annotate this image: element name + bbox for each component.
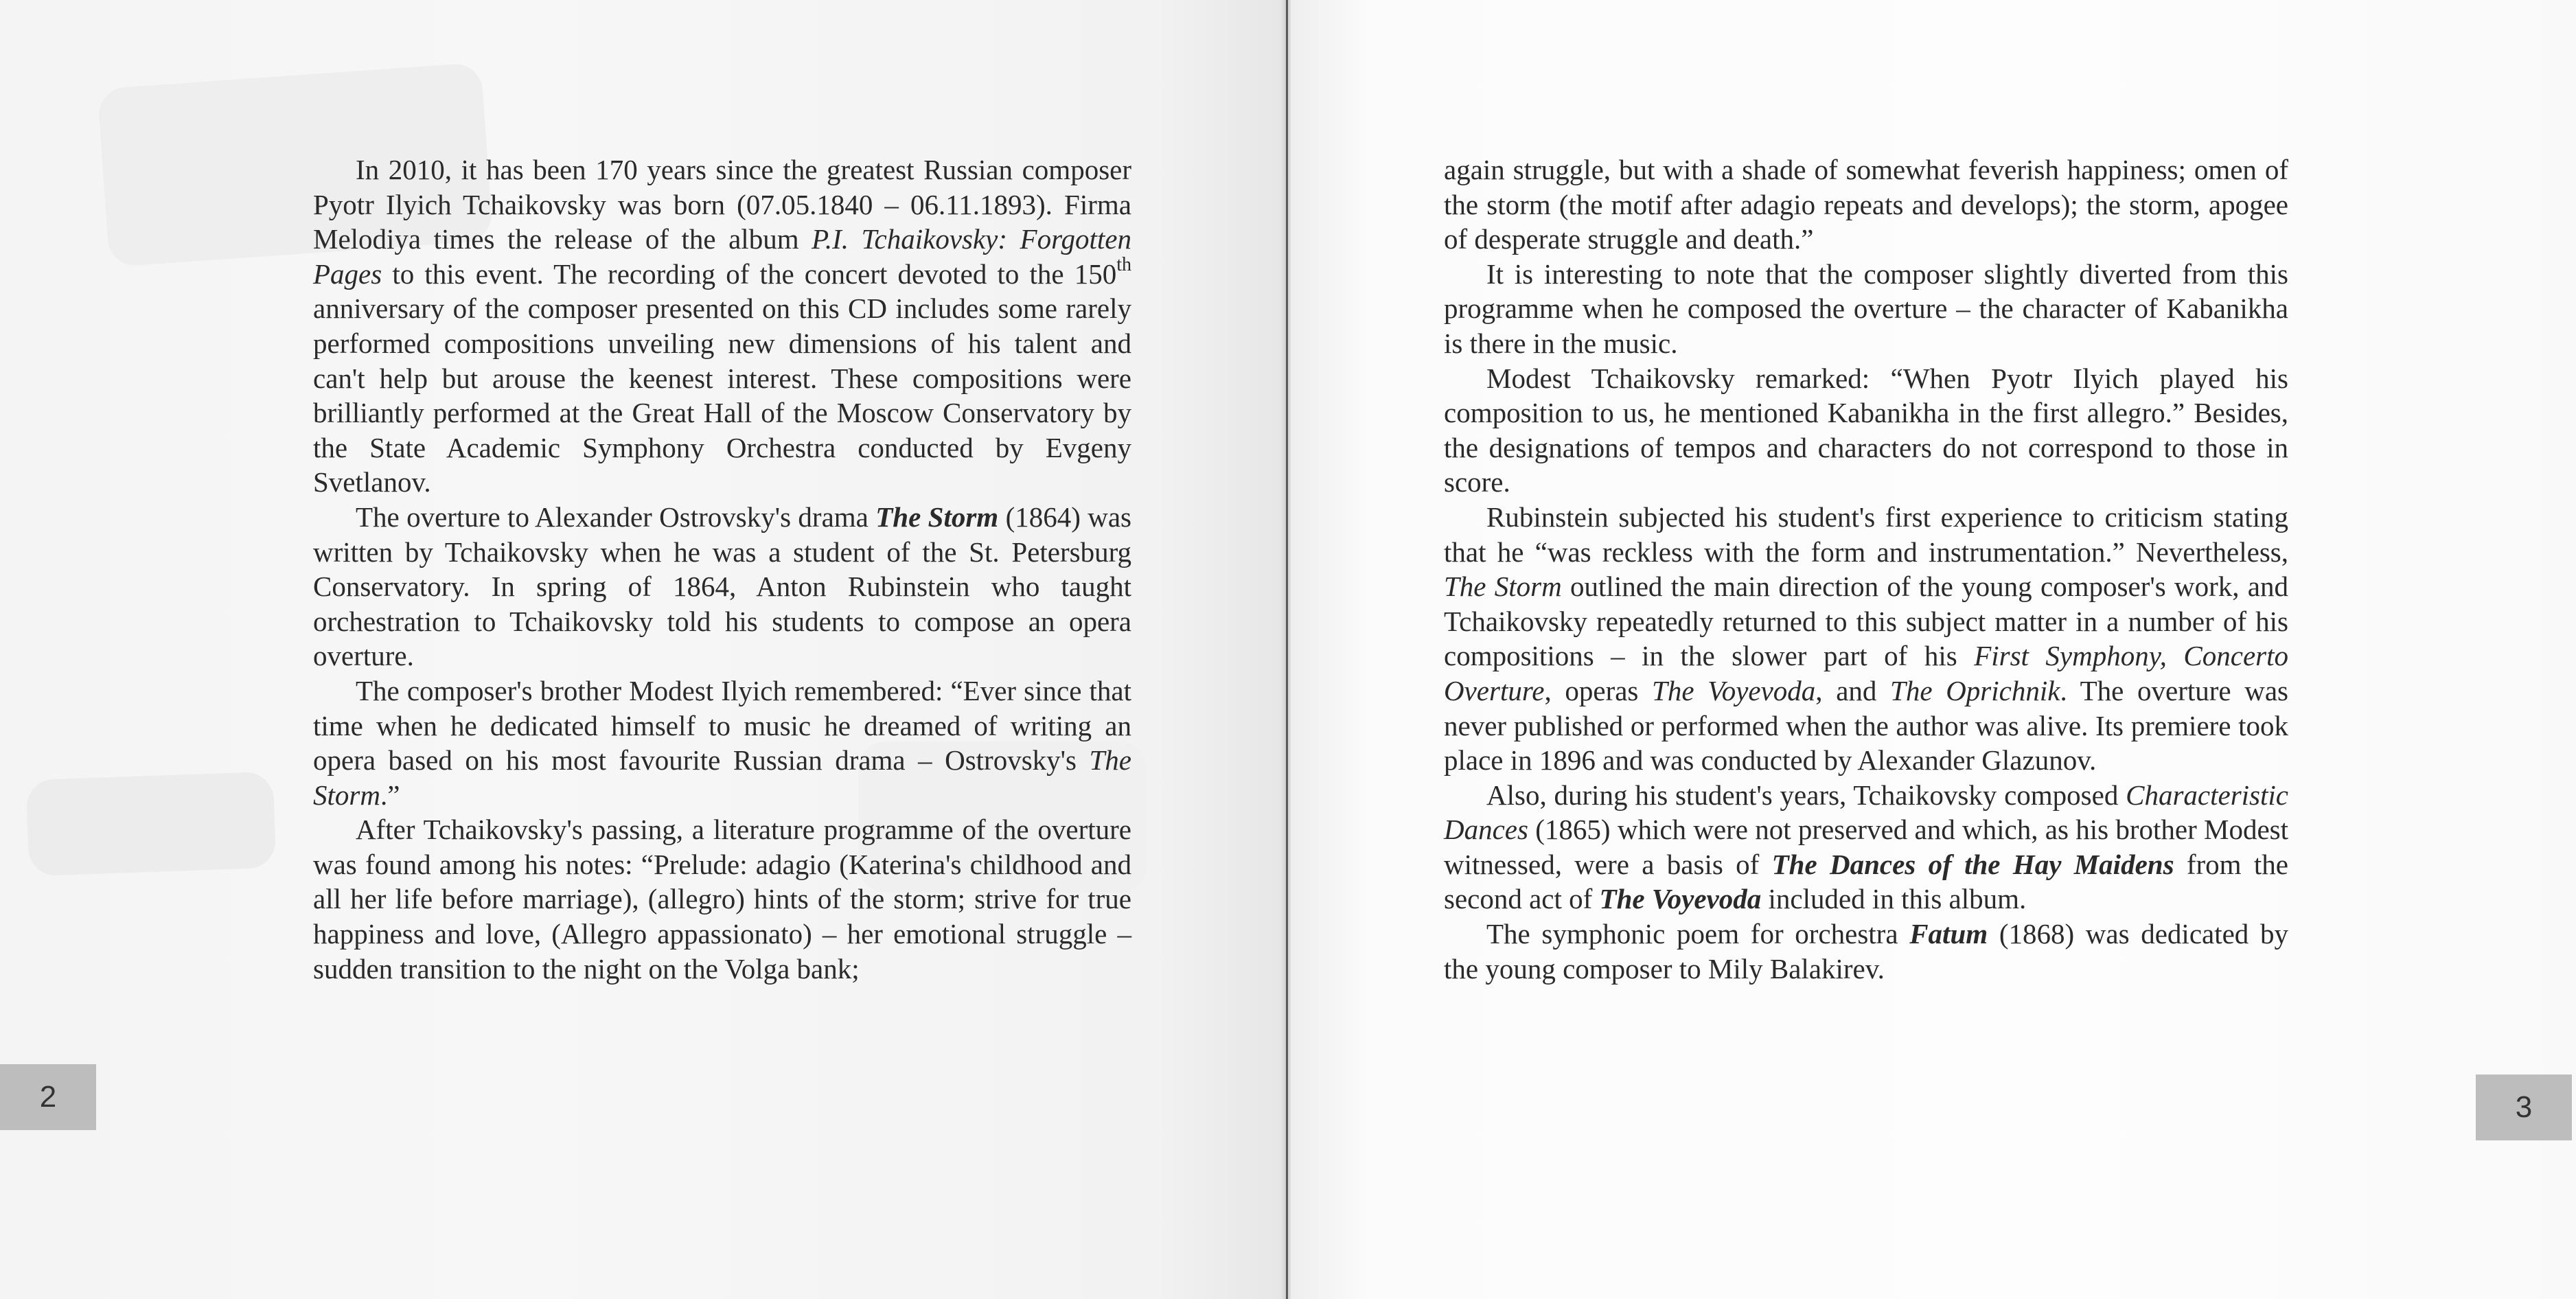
page-number: 2 <box>0 1064 96 1130</box>
ordinal-superscript: th <box>1116 254 1131 276</box>
page-number: 3 <box>2476 1074 2572 1140</box>
work-title: Characteristic Dances <box>1444 779 2288 846</box>
text-run: Also, during his student's years, Tchaikovsky composed <box>1486 779 2126 811</box>
paragraph <box>313 152 1131 500</box>
text-run: outlined the main direction of the young composer's work, and Tchaikovsky repeatedly returned to this subject matter in a number of his compositions – in the slower part of his <box>1444 571 2288 672</box>
text-run: . The overture was never published or performed when the author was alive. Its premiere took place in 1896 and was conducted by Alexander Glazunov. <box>1444 674 2289 777</box>
paragraph: again struggle, but with a shade of somewhat feverish happiness; omen of the storm (the motif after adagio repeats and develops); the storm, apogee of desperate struggle and death.” <box>1444 154 2288 255</box>
paragraph <box>1444 778 2288 917</box>
work-title: The Voyevoda <box>1652 674 1816 706</box>
album-title: P.I. Tchaikovsky: Forgotten Pages <box>313 223 1131 290</box>
paragraph <box>1444 917 2288 986</box>
text-run: included in this album. <box>1761 883 2027 915</box>
left-page-text <box>313 152 1131 986</box>
text-run: The composer's brother Modest Ilyich remembered: “Ever since that time when he dedicated himself to music he dreamed of writing an opera based on his most favourite Russian drama – Ostrovsky's <box>313 674 1131 777</box>
text-run: , and <box>1815 674 1891 706</box>
work-title: The Dances of the Hay Maidens <box>1771 848 2174 880</box>
text-run: .” <box>380 779 400 811</box>
work-title: First Symphony, Concerto Overture <box>1444 640 2289 706</box>
left-page <box>0 0 1285 1299</box>
paragraph <box>1444 500 2288 778</box>
text-run: In 2010, it has been 170 years since the greatest Russian composer Pyotr Ilyich Tchaikovsky was born (07.05.1840 – 06.11.1893). Firma Melodiya times the release of the album <box>313 154 1131 255</box>
text-run: , operas <box>1544 674 1653 706</box>
text-run: to this event. The recording of the concert devoted to the 150 <box>382 257 1117 290</box>
text-run: (1865) which were not preserved and which, as his brother Modest witnessed, were a basis of <box>1444 814 2288 880</box>
text-run: Rubinstein subjected his student's first experience to criticism stating that he “was reckless with the form and instrumentation.” Nevertheless, <box>1444 501 2288 568</box>
paragraph: Modest Tchaikovsky remarked: “When Pyotr Ilyich played his composition to us, he mentioned Kabanikha in the first allegro.” Besides, the designations of tempos and characters do not correspond to those in score. <box>1444 362 2288 498</box>
text-run: from the second act of <box>1444 848 2288 915</box>
work-title: The Oprichnik <box>1890 674 2060 706</box>
background-artwork <box>26 772 277 876</box>
paragraph: It is interesting to note that the composer slightly diverted from this programme when he composed the overture – the character of Kabanikha is there in the music. <box>1444 257 2288 359</box>
right-page-text <box>1444 152 2288 986</box>
paragraph <box>313 500 1131 674</box>
text-run: (1868) was dedicated by the young composer to Mily Balakirev. <box>1444 918 2288 985</box>
work-title: The Storm <box>313 744 1131 811</box>
text-run: The overture to Alexander Ostrovsky's drama <box>356 501 876 533</box>
work-title: The Storm <box>1444 571 1562 603</box>
text-run: (1864) was written by Tchaikovsky when he was a student of the St. Petersburg Conservatory. In spring of 1864, Anton Rubinstein who taught orchestration to Tchaikovsky told his students to compose an opera overture. <box>313 501 1131 672</box>
text-run: After Tchaikovsky's passing, a literature programme of the overture was found among his notes: “Prelude: adagio (Katerina's childhood and all her life before marriage), (allegro) hints of the storm; strive for true happiness and love, (Allegro appassionato) – her emotional struggle – sudden transition to the night on the Volga bank; <box>313 814 1131 985</box>
paragraph <box>313 812 1131 986</box>
work-title: The Storm <box>875 501 999 533</box>
work-title: The Voyevoda <box>1599 883 1762 915</box>
text-run: The symphonic poem for orchestra <box>1486 918 1910 950</box>
work-title: Fatum <box>1909 918 1988 950</box>
gutter-crease <box>1286 0 1288 1299</box>
paragraph <box>313 674 1131 812</box>
text-run: anniversary of the composer presented on this CD includes some rarely performed compositions unveiling new dimensions of his talent and can't help but arouse the keenest interest. These compositions were brilliantly performed at the Great Hall of the Moscow Conservatory by the State Academic Symphony Orchestra conducted by Evgeny Svetlanov. <box>313 292 1131 498</box>
right-page <box>1291 0 2576 1299</box>
